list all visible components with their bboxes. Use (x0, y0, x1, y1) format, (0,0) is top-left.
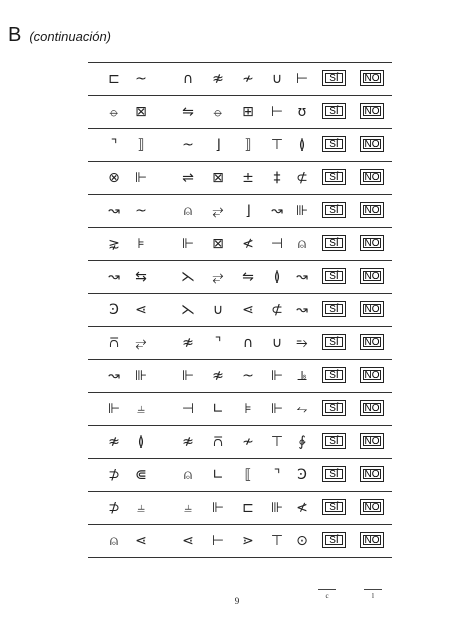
option-symbol: ⍝ (183, 467, 193, 483)
option-symbol: ⋋ (181, 302, 195, 318)
option-symbol: ⩃ (213, 434, 223, 450)
target-symbol: ⊅ (108, 500, 120, 516)
option-symbol: ≬ (298, 137, 306, 153)
yes-answer-box[interactable]: SÍ (322, 202, 346, 218)
section-note: (continuación) (29, 29, 111, 44)
target-symbol: ⋖ (135, 533, 147, 549)
yes-answer-box[interactable]: SÍ (322, 103, 346, 119)
target-symbol: ⊗ (108, 170, 120, 186)
table-rows (88, 63, 392, 558)
option-symbol: ⥂ (212, 269, 224, 285)
option-symbol: ≁ (242, 71, 254, 87)
yes-answer-box[interactable]: SÍ (322, 466, 346, 482)
no-answer-box[interactable]: NO (360, 169, 384, 185)
target-symbol: ⟧ (137, 137, 145, 153)
test-row (88, 327, 392, 360)
target-symbol: ⊩ (107, 401, 121, 417)
option-symbol: ∟ (212, 467, 224, 483)
option-symbol: ⇋ (242, 269, 254, 285)
target-symbol: ↝ (108, 203, 120, 219)
test-row (88, 360, 392, 393)
section-letter: B (8, 24, 22, 46)
option-symbol: ∲ (298, 434, 306, 450)
target-symbol: ~ (135, 71, 147, 87)
option-symbol: ⟦ (244, 467, 252, 483)
option-symbol: ⌝ (273, 467, 281, 483)
option-symbol: ∩ (242, 335, 254, 351)
target-symbol: ⋖ (135, 302, 147, 318)
option-symbol: ≮ (296, 500, 308, 516)
test-row (88, 162, 392, 195)
option-symbol: ≮ (242, 236, 254, 252)
yes-answer-box[interactable]: SÍ (322, 136, 346, 152)
yes-answer-box[interactable]: SÍ (322, 334, 346, 350)
page-number: 9 (234, 596, 240, 606)
option-symbol: ⊣ (181, 401, 195, 417)
test-row (88, 228, 392, 261)
option-symbol: ⊩ (211, 500, 225, 516)
option-symbol: ⊄ (271, 302, 283, 318)
option-symbol: ʊ (297, 104, 307, 120)
option-symbol: ⊄ (296, 170, 308, 186)
option-symbol: ⊪ (270, 500, 284, 516)
yes-answer-box[interactable]: SÍ (322, 169, 346, 185)
option-symbol: ≉ (182, 335, 194, 351)
option-symbol: ⋖ (242, 302, 254, 318)
option-symbol: ⇌ (182, 170, 194, 186)
corner-mark-right: l (364, 589, 382, 602)
option-symbol: ⊩ (270, 368, 284, 384)
option-symbol: ↝ (271, 203, 283, 219)
option-symbol: ⥂ (212, 203, 224, 219)
target-symbol: ⫨ (137, 500, 145, 516)
test-row (88, 261, 392, 294)
option-symbol: ≉ (212, 71, 224, 87)
target-symbol: ⦵ (108, 104, 120, 120)
target-symbol: ⫨ (137, 401, 145, 417)
option-symbol: ⋗ (242, 533, 254, 549)
option-symbol: ⊙ (296, 533, 308, 549)
option-symbol: ⊠ (212, 236, 224, 252)
yes-answer-box[interactable]: SÍ (322, 301, 346, 317)
no-answer-box[interactable]: NO (360, 532, 384, 548)
option-symbol: ⊣ (270, 236, 284, 252)
option-symbol: ≁ (242, 434, 254, 450)
option-symbol: ⥊ (296, 401, 308, 417)
option-symbol: ⊤ (270, 434, 284, 450)
target-symbol: ↝ (108, 368, 120, 384)
target-symbol: ~ (135, 203, 147, 219)
yes-answer-box[interactable]: SÍ (322, 268, 346, 284)
option-symbol: ⍝ (297, 236, 307, 252)
target-symbol: ↝ (108, 269, 120, 285)
option-symbol: ~ (242, 368, 254, 384)
target-symbol: ⌝ (110, 137, 118, 153)
option-symbol: ⊪ (295, 203, 309, 219)
test-row (88, 195, 392, 228)
no-answer-box[interactable]: NO (360, 235, 384, 251)
option-symbol: ⊩ (181, 236, 195, 252)
option-symbol: ≬ (273, 269, 281, 285)
option-symbol: ⍝ (183, 203, 193, 219)
option-symbol: ∩ (182, 71, 194, 87)
no-answer-box[interactable]: NO (360, 334, 384, 350)
option-symbol: ‡ (273, 170, 281, 186)
target-symbol: ⍝ (109, 533, 119, 549)
no-answer-box[interactable]: NO (360, 499, 384, 515)
target-symbol: ⊏ (108, 71, 120, 87)
option-symbol: ∪ (271, 335, 283, 351)
yes-answer-box[interactable]: SÍ (322, 367, 346, 383)
option-symbol: ⊢ (295, 71, 309, 87)
option-symbol: ± (242, 170, 254, 186)
corner-mark-left: c (318, 589, 336, 602)
option-symbol: ⊞ (242, 104, 254, 120)
test-row (88, 63, 392, 96)
option-symbol: ~ (182, 137, 194, 153)
no-answer-box[interactable]: NO (360, 367, 384, 383)
no-answer-box[interactable]: NO (360, 268, 384, 284)
option-symbol: ⊩ (270, 401, 284, 417)
no-answer-box[interactable]: NO (360, 301, 384, 317)
option-symbol: ⊤ (270, 533, 284, 549)
target-symbol: ⇆ (135, 269, 147, 285)
option-symbol: ⫡ (297, 368, 307, 384)
target-symbol: ≉ (108, 434, 120, 450)
option-symbol: ⋖ (182, 533, 194, 549)
yes-answer-box[interactable]: SÍ (322, 235, 346, 251)
option-symbol: ⊠ (212, 170, 224, 186)
target-symbol: ⊠ (135, 104, 147, 120)
target-symbol: ⩃ (109, 335, 119, 351)
test-row (88, 459, 392, 492)
test-row (88, 96, 392, 129)
option-symbol: ⌋ (245, 203, 251, 219)
page-heading (8, 24, 111, 48)
no-answer-box[interactable]: NO (360, 103, 384, 119)
symbol-search-table (88, 62, 392, 558)
test-row (88, 426, 392, 459)
option-symbol: ⊧ (244, 401, 252, 417)
target-symbol: ⊧ (137, 236, 145, 252)
option-symbol: ≉ (212, 368, 224, 384)
test-row (88, 129, 392, 162)
option-symbol: ⇋ (182, 104, 194, 120)
test-row (88, 492, 392, 525)
no-answer-box[interactable]: NO (360, 70, 384, 86)
target-symbol: Ͽ (109, 302, 119, 318)
option-symbol: ∟ (212, 401, 224, 417)
yes-answer-box[interactable]: SÍ (322, 433, 346, 449)
option-symbol: ⦵ (212, 104, 224, 120)
option-symbol: ⟧ (244, 137, 252, 153)
target-symbol: ⊩ (134, 170, 148, 186)
option-symbol: ⥱ (296, 335, 308, 351)
option-symbol: ∪ (271, 71, 283, 87)
option-symbol: ≉ (182, 434, 194, 450)
target-symbol: ⋐ (135, 467, 147, 483)
target-symbol: ⥂ (135, 335, 147, 351)
no-answer-box[interactable]: NO (360, 136, 384, 152)
option-symbol: ⊏ (242, 500, 254, 516)
option-symbol: ⊢ (270, 104, 284, 120)
option-symbol: Ͽ (297, 467, 307, 483)
target-symbol: ⊪ (134, 368, 148, 384)
no-answer-box[interactable]: NO (360, 400, 384, 416)
yes-answer-box[interactable]: SÍ (322, 70, 346, 86)
no-answer-box[interactable]: NO (360, 466, 384, 482)
test-row (88, 525, 392, 558)
option-symbol: ↝ (296, 269, 308, 285)
yes-answer-box[interactable]: SÍ (322, 400, 346, 416)
option-symbol: ⋋ (181, 269, 195, 285)
yes-answer-box[interactable]: SÍ (322, 532, 346, 548)
option-symbol: ∪ (212, 302, 224, 318)
yes-answer-box[interactable]: SÍ (322, 499, 346, 515)
option-symbol: ⌋ (215, 137, 221, 153)
test-row (88, 393, 392, 426)
option-symbol: ⊤ (270, 137, 284, 153)
option-symbol: ↝ (296, 302, 308, 318)
option-symbol: ⊢ (211, 533, 225, 549)
target-symbol: ⊅ (108, 467, 120, 483)
target-symbol: ≬ (137, 434, 145, 450)
option-symbol: ⌝ (214, 335, 222, 351)
no-answer-box[interactable]: NO (360, 433, 384, 449)
option-symbol: ⫨ (184, 500, 192, 516)
option-symbol: ⊩ (181, 368, 195, 384)
no-answer-box[interactable]: NO (360, 202, 384, 218)
target-symbol: ⋧ (108, 236, 120, 252)
test-row (88, 294, 392, 327)
